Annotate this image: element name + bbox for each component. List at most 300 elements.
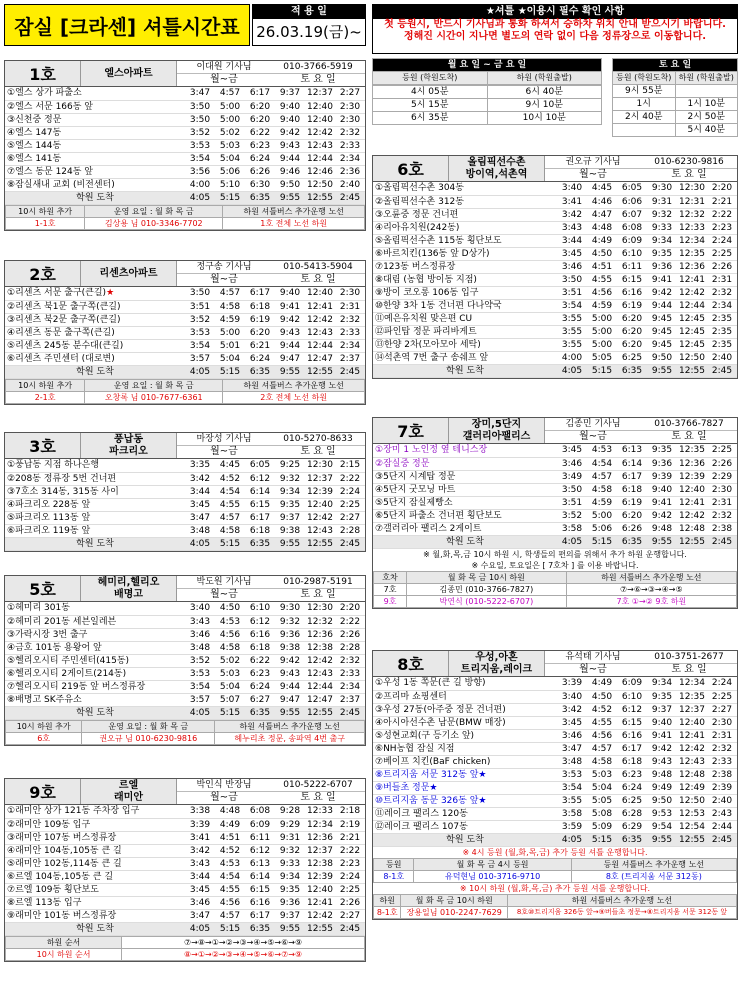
stop-name: ⑭석촌역 7번 출구 송쉐프 앞 [375, 352, 489, 363]
stop-time: 2:26 [339, 629, 361, 640]
stop-time: 6:14 [249, 871, 271, 882]
notice-line-1: 첫 등원시, 반드시 기사님과 통화 하셔서 승하차 위치 안내 받으시기 바랍니다. [384, 19, 726, 30]
stop-time: 6:29 [621, 821, 643, 832]
order10-row [6, 948, 365, 960]
stop-name: ②엘스 서문 166동 앞 [7, 101, 93, 112]
stop-time: 4:50 [591, 248, 613, 259]
stop-time: 9:42 [279, 127, 301, 138]
arrival-row [373, 535, 737, 548]
arrival-time: 4:05 [189, 366, 211, 377]
arrival-time: 4:05 [561, 536, 583, 547]
stop-row [373, 755, 737, 768]
stop-row [373, 742, 737, 755]
stop-time: 6:20 [249, 101, 271, 112]
stop-row [373, 820, 737, 833]
driver-row [177, 576, 365, 589]
stop-time: 3:41 [561, 196, 583, 207]
day-row [177, 589, 365, 601]
arrival-time: 6:35 [249, 366, 271, 377]
stop-time: 12:49 [679, 782, 705, 793]
stop-time: 4:53 [591, 445, 613, 456]
stop-name: ③가락시장 3번 출구 [7, 629, 88, 640]
stop-time: 3:44 [561, 235, 583, 246]
saturday-cell: 1시 [613, 98, 676, 111]
stop-time: 9:44 [279, 340, 301, 351]
stop-row [5, 339, 365, 352]
extra-run-row [6, 391, 365, 403]
driver-phone: 010-3751-2677 [654, 652, 724, 662]
stop-time: 4:58 [219, 301, 241, 312]
stop-row [5, 628, 365, 641]
stop-name: ⑦르엘 109동 횡단보도 [7, 884, 99, 895]
extra-bus: 2-1호 [6, 391, 85, 403]
stop-time: 6:08 [621, 222, 643, 233]
stop-time: 12:41 [679, 497, 705, 508]
stop-time: 6:18 [249, 525, 271, 536]
stop-time: 12:53 [679, 808, 705, 819]
stop-time: 12:32 [679, 209, 705, 220]
stop-row [373, 690, 737, 703]
stop-time: 9:43 [279, 140, 301, 151]
stop-time: 6:17 [621, 743, 643, 754]
extra-driver: 오창록 님 010-7677-6361 [85, 391, 223, 403]
stop-time: 4:59 [219, 314, 241, 325]
stop-time: 4:56 [591, 287, 613, 298]
stop-time: 3:44 [189, 871, 211, 882]
stop-time: 9:42 [279, 314, 301, 325]
stop-time: 12:42 [307, 512, 333, 523]
stop-time: 9:37 [279, 88, 301, 99]
stop-time: 9:32 [651, 209, 673, 220]
arrival-time: 2:45 [711, 365, 733, 376]
route-number: 7호 [373, 418, 449, 443]
stop-time: 6:10 [621, 248, 643, 259]
stop-time: 3:47 [189, 910, 211, 921]
stop-time: 3:52 [189, 314, 211, 325]
stop-name: ⑬한양 2차(모아모아 세탁) [375, 339, 481, 350]
stop-time: 2:28 [339, 525, 361, 536]
saturday-cell: 5시 40분 [675, 124, 738, 137]
stop-time: 2:26 [711, 458, 733, 469]
route-info [177, 576, 365, 601]
arrival-row [5, 191, 365, 204]
arrival-time: 9:55 [279, 192, 301, 203]
stop-time: 12:37 [307, 88, 333, 99]
stop-row [373, 729, 737, 742]
stop-time: 4:52 [219, 845, 241, 856]
stop-time: 3:51 [561, 287, 583, 298]
stop-time: 12:47 [307, 353, 333, 364]
stop-time: 12:50 [679, 352, 705, 363]
arrival-time: 9:55 [651, 536, 673, 547]
arrival-label: 학원 도착 [446, 365, 484, 376]
route8-pm-cell: 8-1호 [374, 906, 401, 918]
stop-time: 3:56 [189, 166, 211, 177]
stop-row [5, 693, 365, 706]
stop-time: 3:53 [189, 668, 211, 679]
stop-time: 3:51 [561, 497, 583, 508]
stop-row [373, 483, 737, 496]
arrival-time: 2:45 [339, 923, 361, 934]
stop-time: 9:41 [651, 497, 673, 508]
stop-time: 4:47 [591, 209, 613, 220]
stop-time: 9:35 [651, 691, 673, 702]
arrival-time: 6:35 [249, 538, 271, 549]
stop-time: 9:50 [279, 179, 301, 190]
arrival-time: 2:45 [339, 192, 361, 203]
stop-time: 2:32 [711, 743, 733, 754]
stop-time: 3:35 [189, 460, 211, 471]
stop-time: 5:03 [219, 140, 241, 151]
stop-time: 6:12 [621, 704, 643, 715]
stop-time: 12:43 [307, 327, 333, 338]
stop-table [5, 805, 365, 936]
saturday-title: 토 요 일 [613, 59, 738, 72]
stop-time: 3:54 [189, 153, 211, 164]
route-area-name: 풍납동 파크리오 [81, 433, 177, 458]
arrival-time: 5:15 [219, 192, 241, 203]
stop-time: 6:24 [249, 353, 271, 364]
arrival-time: 5:15 [219, 707, 241, 718]
arrival-time: 4:05 [561, 834, 583, 845]
weekday-title: 월 요 일 ~ 금 요 일 [373, 59, 602, 72]
stop-time: 6:17 [249, 288, 271, 299]
stop-time: 2:30 [711, 484, 733, 495]
stop-time: 9:43 [279, 327, 301, 338]
stop-time: 5:03 [219, 668, 241, 679]
stop-time: 9:50 [651, 795, 673, 806]
stop-name: ⑧잠실새내 교회 (비전센터) [7, 179, 115, 190]
stop-table [373, 444, 737, 549]
stop-time: 9:37 [651, 704, 673, 715]
stop-time: 2:32 [711, 287, 733, 298]
weekday-label: 월~금 [210, 792, 238, 803]
stop-time: 4:58 [591, 484, 613, 495]
stop-time: 5:00 [591, 510, 613, 521]
day-row [177, 792, 365, 804]
extra-run-label: 하원 셔틀버스 추가운행 노선 [223, 205, 365, 217]
route-2-block [4, 260, 366, 405]
stop-time: 9:41 [651, 730, 673, 741]
driver-phone: 010-5270-8633 [283, 434, 353, 444]
stop-time: 5:03 [591, 769, 613, 780]
stop-row [373, 716, 737, 729]
stop-time: 6:19 [621, 300, 643, 311]
stop-time: 6:09 [621, 235, 643, 246]
stop-time: 4:59 [591, 300, 613, 311]
stop-time: 9:29 [279, 819, 301, 830]
stop-time: 3:44 [189, 486, 211, 497]
stop-time: 3:45 [561, 248, 583, 259]
weekday-cell: 6시 40분 [487, 86, 602, 99]
route-info [545, 156, 737, 181]
arrival-time: 5:15 [219, 538, 241, 549]
effective-date-box [252, 4, 366, 46]
route-5-block [4, 575, 366, 746]
order-value: ⑦→⑧→①→②→③→④→⑤→⑥→⑨ [122, 936, 365, 948]
arrival-time: 12:55 [307, 192, 333, 203]
stop-row [5, 113, 365, 126]
stop-name: ②리센츠 북1문 출구쪽(큰길) [7, 301, 121, 312]
stop-time: 3:58 [561, 523, 583, 534]
driver-row [177, 779, 365, 792]
arrival-label: 학원 도착 [446, 834, 484, 845]
stop-time: 2:22 [711, 209, 733, 220]
stop-name: ⑥5단지 파출소 건너편 횡단보도 [375, 510, 502, 521]
stop-name: ②208동 정류장 5번 건너편 [7, 473, 117, 484]
stop-time: 5:04 [591, 782, 613, 793]
route-9-block [4, 778, 366, 962]
stop-time: 4:59 [591, 497, 613, 508]
arrival-time: 6:35 [249, 192, 271, 203]
route8-am-cell: 유덕현님 010-3716-9710 [414, 870, 571, 882]
stop-time: 9:32 [279, 845, 301, 856]
stop-time: 9:43 [651, 756, 673, 767]
stop-name: ①장미 1 노인정 옆 테니스장 [375, 445, 488, 456]
stop-time: 9:45 [651, 339, 673, 350]
extra-bus: 1-1호 [6, 217, 85, 229]
stop-row [5, 87, 365, 100]
driver-row [177, 433, 365, 446]
stop-time: 3:43 [189, 858, 211, 869]
arrival-row [5, 365, 365, 378]
route-info [177, 261, 365, 286]
stop-time: 4:51 [219, 832, 241, 843]
saturday-time-table [612, 58, 738, 137]
arrival-time: 9:55 [279, 538, 301, 549]
stop-time: 2:40 [339, 179, 361, 190]
arrival-row [5, 706, 365, 719]
stop-row [373, 807, 737, 820]
route7-extra-cell: ⑦→⑥→③→④→⑤ [566, 583, 736, 595]
stop-time: 2:43 [711, 808, 733, 819]
extra-run-time: 10시 하원 추가 [6, 720, 82, 732]
stop-time: 6:09 [621, 678, 643, 689]
stop-name: ⑥엘스 141동 [7, 153, 62, 164]
stop-time: 2:31 [711, 274, 733, 285]
driver-row [545, 418, 737, 431]
route8-am-head: 등원 [374, 858, 414, 870]
stop-time: 4:55 [219, 884, 241, 895]
route-number: 3호 [5, 433, 81, 458]
stop-time: 6:19 [249, 314, 271, 325]
driver-row [545, 156, 737, 169]
stop-time: 9:44 [279, 681, 301, 692]
stop-time: 3:52 [189, 127, 211, 138]
extra-bus: 6호 [6, 732, 82, 744]
saturday-cell [613, 124, 676, 137]
stop-row [5, 287, 365, 300]
stop-time: 2:26 [711, 261, 733, 272]
stop-time: 12:35 [679, 691, 705, 702]
route7-extra-row [374, 583, 737, 595]
stop-time: 9:34 [279, 486, 301, 497]
saturday-cell: 2시 50분 [675, 111, 738, 124]
route7-extra-cell: 박연식 (010-5222-6707) [407, 595, 567, 607]
stop-time: 3:47 [561, 743, 583, 754]
effective-label: 적 용 일 [253, 5, 365, 19]
stop-time: 3:54 [189, 681, 211, 692]
stop-time: 3:43 [561, 222, 583, 233]
stop-time: 9:32 [279, 616, 301, 627]
stop-time: 4:45 [591, 183, 613, 194]
stop-time: 9:44 [279, 153, 301, 164]
extra-route: 1호 전체 노선 하원 [223, 217, 365, 229]
stop-time: 3:41 [189, 832, 211, 843]
arrival-time: 6:35 [621, 536, 643, 547]
stop-time: 9:42 [651, 287, 673, 298]
stop-row [5, 511, 365, 524]
stop-time: 9:36 [279, 897, 301, 908]
page-title: 잠실 [크라센] 셔틀시간표 [4, 4, 250, 46]
stop-row [373, 208, 737, 221]
stop-time: 6:21 [249, 340, 271, 351]
stop-time: 5:10 [219, 179, 241, 190]
stop-time: 9:41 [651, 274, 673, 285]
extra-driver: 권오규 님 010-6230-9816 [82, 732, 215, 744]
stop-time: 3:53 [561, 769, 583, 780]
stop-time: 3:57 [189, 694, 211, 705]
stop-time: 4:00 [189, 179, 211, 190]
stop-row [373, 325, 737, 338]
stop-row [5, 352, 365, 365]
stop-name: ①리센츠 서문 출구(큰길)★ [7, 288, 115, 299]
stop-row [5, 818, 365, 831]
stop-time: 6:27 [249, 694, 271, 705]
stop-time: 2:37 [339, 353, 361, 364]
weekday-h1: 등원 (학원도착) [373, 72, 488, 85]
stop-row [373, 768, 737, 781]
extra-run-header [6, 205, 365, 217]
stop-time: 2:34 [339, 681, 361, 692]
weekday-time-table [372, 58, 602, 125]
stop-name: ①풍납동 지점 하나은행 [7, 460, 100, 471]
stop-name: ⑨래미안 101동 버스정류장 [7, 910, 117, 921]
stop-time: 6:17 [249, 88, 271, 99]
stop-time: 12:30 [307, 603, 333, 614]
stop-time: 3:55 [561, 795, 583, 806]
stop-time: 4:55 [591, 274, 613, 285]
arrival-time: 4:05 [561, 365, 583, 376]
stop-time: 12:54 [679, 821, 705, 832]
stop-name: ⑦갤러리아 팰리스 2게이트 [375, 523, 482, 534]
stop-time: 5:08 [591, 808, 613, 819]
driver-name: 박도원 기사님 [196, 577, 252, 587]
arrival-time: 5:15 [219, 366, 241, 377]
stop-time: 6:17 [249, 910, 271, 921]
stop-time: 9:34 [651, 678, 673, 689]
stop-time: 9:35 [651, 445, 673, 456]
stop-name: ⑧트리지움 서문 312동 앞★ [375, 769, 487, 780]
stop-time: 5:05 [591, 352, 613, 363]
route8-pm-head: 월 화 목 금 10시 하원 [401, 894, 508, 906]
stop-time: 12:40 [679, 717, 705, 728]
route-area-name: 리센츠아파트 [81, 261, 177, 286]
stop-row [5, 680, 365, 693]
stop-time: 12:44 [307, 340, 333, 351]
stop-time: 6:10 [621, 691, 643, 702]
stop-row [5, 805, 365, 818]
arrival-time: 2:45 [711, 536, 733, 547]
driver-name: 정구송 기사님 [196, 262, 252, 272]
arrival-time: 5:15 [591, 365, 613, 376]
stop-time: 9:30 [651, 183, 673, 194]
extra-run-row [6, 732, 365, 744]
arrival-label: 학원 도착 [446, 536, 484, 547]
stop-time: 9:33 [279, 858, 301, 869]
arrival-time: 9:55 [279, 366, 301, 377]
stop-time: 12:45 [679, 339, 705, 350]
stop-time: 9:40 [651, 484, 673, 495]
driver-phone: 010-3766-5919 [283, 62, 353, 72]
stop-time: 3:46 [561, 261, 583, 272]
stop-time: 3:55 [561, 326, 583, 337]
arrival-time: 12:55 [307, 923, 333, 934]
stop-time: 9:38 [279, 525, 301, 536]
stop-time: 6:20 [249, 114, 271, 125]
route-area-name: 르엘 래미안 [81, 779, 177, 804]
order10-label: 10시 하원 순서 [6, 948, 122, 960]
stop-time: 6:22 [249, 655, 271, 666]
stop-time: 4:55 [219, 499, 241, 510]
route8-am-cell: 8호 (트리지움 서문 312동) [571, 870, 736, 882]
stop-time: 2:35 [711, 326, 733, 337]
stop-time: 2:34 [711, 300, 733, 311]
stop-row [5, 654, 365, 667]
stop-row [5, 831, 365, 844]
stop-time: 5:09 [591, 821, 613, 832]
stop-time: 2:44 [711, 821, 733, 832]
day-row [545, 169, 737, 181]
stop-time: 6:07 [621, 209, 643, 220]
stop-time: 2:33 [711, 756, 733, 767]
stop-name: ③신천중 정문 [7, 114, 62, 125]
weekday-label: 월~금 [579, 431, 607, 442]
stop-time: 4:53 [219, 616, 241, 627]
driver-phone: 010-5222-6707 [283, 780, 353, 790]
saturday-cell: 2시 40분 [613, 111, 676, 124]
driver-phone: 010-6230-9816 [654, 157, 724, 167]
stop-time: 4:48 [591, 222, 613, 233]
driver-name: 유석태 기사님 [565, 652, 621, 662]
stop-time: 6:23 [621, 769, 643, 780]
driver-name: 김종민 기사님 [565, 419, 621, 429]
stop-name: ⑧배명고 SK주유소 [7, 694, 82, 705]
stop-name: ②프리마 쇼핑센터 [375, 691, 447, 702]
stop-time: 12:41 [307, 897, 333, 908]
stop-time: 2:34 [339, 340, 361, 351]
stop-time: 4:52 [219, 473, 241, 484]
route-number: 5호 [5, 576, 81, 601]
arrival-label: 학원 도착 [76, 923, 114, 934]
stop-name: ④리센츠 동문 출구쪽(큰길) [7, 327, 115, 338]
stop-time: 9:46 [279, 166, 301, 177]
stop-time: 12:35 [679, 248, 705, 259]
stop-time: 4:54 [219, 871, 241, 882]
stop-time: 6:16 [249, 629, 271, 640]
stop-row [373, 703, 737, 716]
stop-time: 2:31 [711, 497, 733, 508]
stop-row [5, 883, 365, 896]
stop-name: ⑥리센츠 주민센터 (대로변) [7, 353, 115, 364]
stop-row [373, 457, 737, 470]
stop-name: ③우성 27동(아주중 정문 건너편) [375, 704, 506, 715]
stop-name: ①엘스 상가 파출소 [7, 88, 82, 99]
stop-name: ⑤5단지 잠실제빵소 [375, 497, 453, 508]
stop-name: ⑤리센츠 245동 분수대(큰길) [7, 340, 124, 351]
stop-time: 3:48 [561, 756, 583, 767]
stop-time: 2:21 [711, 196, 733, 207]
